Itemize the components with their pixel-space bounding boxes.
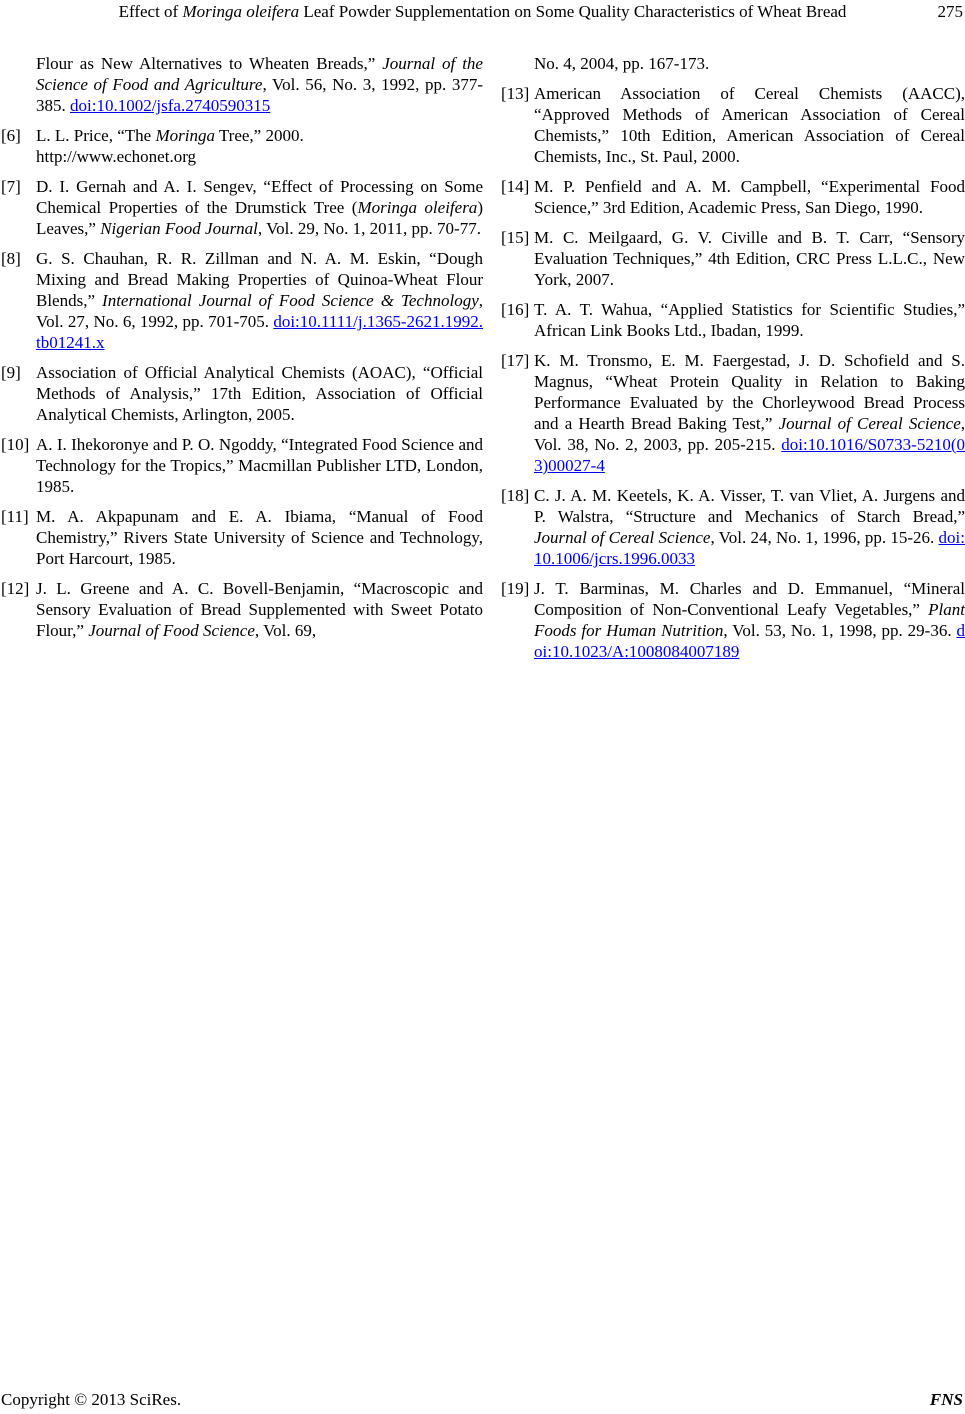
reference-label: [15] [501, 228, 530, 247]
reference-item [501, 350, 965, 476]
italic-text: Plant Foods for Human Nutrition [534, 600, 965, 640]
reference-text-segment: C. J. A. M. Keetels, K. A. Visser, T. van Vliet, A. Jurgens and P. Walstra, “Structure and Mechanics of Starch Bread,” [534, 486, 965, 526]
column-right [501, 53, 965, 671]
reference-text-segment: , Vol. 69, [254, 621, 317, 640]
reference-text-segment: , Vol. 56, No. 3, 1992, pp. 377-385. [36, 75, 483, 115]
reference-text-segment: , Vol. 27, No. 6, 1992, pp. 701-705. [36, 291, 483, 331]
reference-text [534, 53, 965, 74]
reference-label [501, 53, 534, 74]
reference-item [501, 299, 965, 341]
doi-link[interactable]: doi:10.1111/j.1365-2621.1992.tb01241.x [36, 312, 483, 352]
italic-text: Journal of Cereal Science [534, 528, 711, 547]
reference-text-segment: ) Leaves,” [36, 198, 483, 238]
reference-text [534, 350, 965, 476]
italic-text: Journal of Food Science [88, 621, 255, 640]
reference-text [534, 176, 965, 218]
reference-item [1, 248, 483, 353]
reference-text-segment: , Vol. 53, No. 1, 1998, pp. 29-36. [723, 621, 957, 640]
reference-label: [10] [1, 435, 30, 454]
page-title [119, 1, 847, 22]
reference-text [36, 362, 483, 425]
reference-item [1, 434, 483, 497]
title-prefix: Effect of [118, 2, 183, 21]
references-section [1, 53, 965, 671]
doi-link[interactable]: doi:10.1016/S0733-5210(03)00027-4 [534, 435, 965, 475]
reference-label: [14] [501, 177, 530, 196]
page-footer [1, 1389, 963, 1410]
doi-link[interactable]: doi:10.1023/A:1008084007189 [534, 621, 965, 661]
reference-text [36, 176, 483, 239]
doi-link[interactable]: doi:10.1006/jcrs.1996.0033 [534, 528, 965, 568]
reference-text [534, 485, 965, 569]
reference-text-segment: A. I. Ihekoronye and P. O. Ngoddy, “Integrated Food Science and Technology for the Tropics,” Macmillan Publisher LTD, London, 1985. [36, 435, 483, 496]
italic-text: Nigerian Food Journal [100, 219, 258, 238]
reference-text [36, 434, 483, 497]
reference-label: [9] [1, 363, 21, 382]
italic-text: Journal of Cereal Science [778, 414, 961, 433]
reference-item [501, 176, 965, 218]
reference-item [501, 485, 965, 569]
reference-label: [11] [1, 507, 29, 526]
reference-item [1, 176, 483, 239]
column-left [1, 53, 483, 671]
reference-text [534, 227, 965, 290]
reference-text-segment: , Vol. 38, No. 2, 2003, pp. 205-215. [534, 414, 965, 454]
reference-item [1, 362, 483, 425]
reference-text [36, 53, 483, 116]
reference-continuation [501, 53, 965, 74]
running-head [0, 1, 965, 25]
reference-label [1, 53, 36, 116]
reference-item [501, 578, 965, 662]
reference-text-segment: D. I. Gernah and A. I. Sengev, “Effect of Processing on Some Chemical Properties of the Drumstick Tree ( [36, 177, 483, 217]
page-number: 275 [937, 2, 963, 21]
doi-link[interactable]: doi:10.1002/jsfa.2740590315 [70, 96, 271, 115]
reference-item [501, 227, 965, 290]
reference-label: [16] [501, 300, 530, 319]
reference-text-segment: M. P. Penfield and A. M. Campbell, “Experimental Food Science,” 3rd Edition, Academic Press, San Diego, 1990. [534, 177, 965, 217]
reference-text-segment: Tree,” 2000. [214, 126, 304, 145]
reference-text [36, 248, 483, 353]
reference-text-segment: J. L. Greene and A. C. Bovell-Benjamin, “Macroscopic and Sensory Evaluation of Bread Supplemented with Sweet Potato Flour,” [36, 579, 483, 640]
italic-text: Moringa oleifera [357, 198, 478, 217]
reference-text-segment: T. A. T. Wahua, “Applied Statistics for Scientific Studies,” African Link Books Ltd., Ibadan, 1999. [534, 300, 965, 340]
reference-label: [13] [501, 84, 530, 103]
title-suffix: Leaf Powder Supplementation on Some Quality Characteristics of Wheat Bread [299, 2, 847, 21]
reference-item [1, 125, 483, 167]
reference-text-segment: American Association of Cereal Chemists (AACC), “Approved Methods of American Association of Cereal Chemists,” 10th Edition, American Association of Cereal Chemists, Inc., St. Paul, 2000. [534, 84, 965, 166]
reference-label: [6] [1, 126, 21, 145]
reference-text-segment: No. 4, 2004, pp. 167-173. [534, 54, 710, 73]
reference-text-segment: Flour as New Alternatives to Wheaten Breads,” [36, 54, 383, 73]
reference-text-segment: K. M. Tronsmo, E. M. Faergestad, J. D. Schofield and S. Magnus, “Wheat Protein Quality in Relation to Baking Performance Evaluated by the Chorleywood Bread Process and a Hearth Bread Baking Test,” [534, 351, 965, 433]
reference-text [534, 299, 965, 341]
reference-label: [18] [501, 486, 530, 505]
reference-text [534, 83, 965, 167]
reference-text-segment: , Vol. 24, No. 1, 1996, pp. 15-26. [710, 528, 939, 547]
reference-label: [19] [501, 579, 530, 598]
reference-label: [17] [501, 351, 530, 370]
title-species-italic: Moringa oleifera [182, 2, 300, 21]
reference-text-segment: M. A. Akpapunam and E. A. Ibiama, “Manual of Food Chemistry,” Rivers State University of Science and Technology, Port Harcourt, 1985. [36, 507, 483, 568]
italic-text: International Journal of Food Science & Technology [102, 291, 479, 310]
reference-label: [8] [1, 249, 21, 268]
reference-text-segment: http://www.echonet.org [36, 147, 197, 166]
journal-abbreviation: FNS [929, 1390, 963, 1409]
reference-text-segment: L. L. Price, “The [36, 126, 156, 145]
reference-text-segment: M. C. Meilgaard, G. V. Civille and B. T. Carr, “Sensory Evaluation Techniques,” 4th Edition, CRC Press L.L.C., New York, 2007. [534, 228, 965, 289]
reference-text [534, 578, 965, 662]
reference-text [36, 506, 483, 569]
reference-item [1, 578, 483, 641]
italic-text: Journal of the Science of Food and Agriculture [36, 54, 483, 94]
reference-text-segment: Association of Official Analytical Chemists (AOAC), “Official Methods of Analysis,” 17th Edition, Association of Official Analytical Chemists, Arlington, 2005. [36, 363, 483, 424]
italic-text: Moringa [155, 126, 215, 145]
reference-text [36, 125, 483, 167]
reference-continuation [1, 53, 483, 116]
reference-text-segment: G. S. Chauhan, R. R. Zillman and N. A. M. Eskin, “Dough Mixing and Bread Making Properties of Quinoa-Wheat Flour Blends,” [36, 249, 483, 310]
reference-label: [12] [1, 579, 30, 598]
reference-item [501, 83, 965, 167]
reference-text-segment: , Vol. 29, No. 1, 2011, pp. 70-77. [257, 219, 481, 238]
reference-text [36, 578, 483, 641]
reference-item [1, 506, 483, 569]
copyright-notice: Copyright © 2013 SciRes. [1, 1390, 182, 1409]
reference-label: [7] [1, 177, 21, 196]
reference-text-segment: J. T. Barminas, M. Charles and D. Emmanuel, “Mineral Composition of Non-Conventional Leafy Vegetables,” [534, 579, 965, 619]
